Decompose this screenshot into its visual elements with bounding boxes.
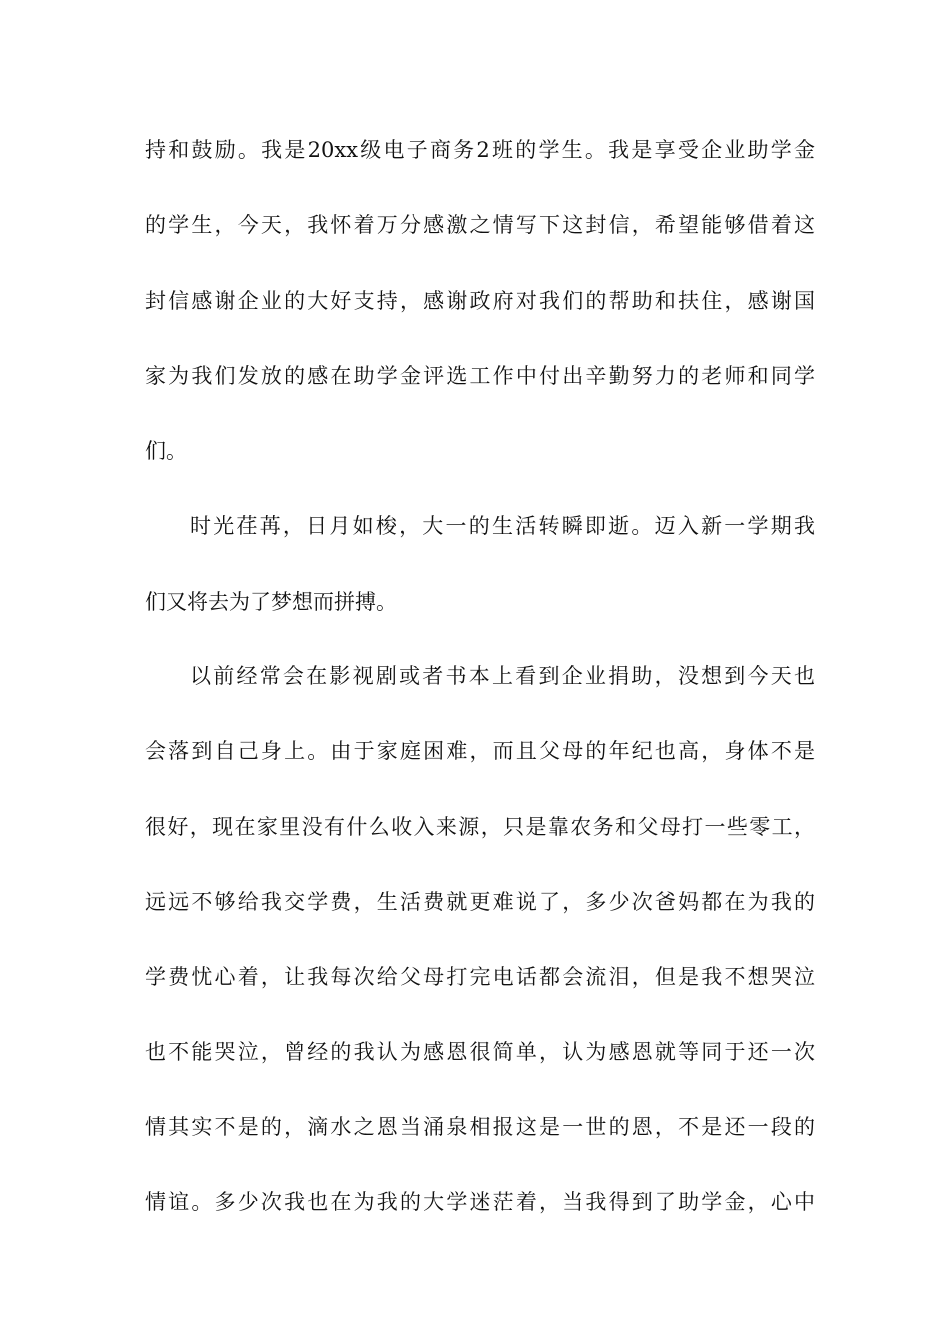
text-line-13: 也不能哭泣，曾经的我认为感恩很简单，认为感恩就等同于还一次 [145, 1040, 815, 1064]
text-line-2: 的学生，今天，我怀着万分感激之情写下这封信，希望能够借着这 [145, 213, 815, 237]
text-line-5: 们。 [145, 439, 187, 463]
text-line-6: 时光荏苒，日月如梭，大一的生活转瞬即逝。迈入新一学期我 [190, 514, 815, 538]
text-line-7: 们又将去为了梦想而拼搏。 [145, 590, 397, 614]
text-line-1: 持和鼓励。我是20xx级电子商务2班的学生。我是享受企业助学金 [145, 138, 815, 162]
text-line-10: 很好，现在家里没有什么收入来源，只是靠农务和父母打一些零工， [145, 815, 815, 839]
text-line-9: 会落到自己身上。由于家庭困难，而且父母的年纪也高，身体不是 [145, 739, 815, 763]
text-line-15: 情谊。多少次我也在为我的大学迷茫着，当我得到了助学金，心中 [145, 1190, 815, 1214]
text-line-12: 学费忧心着，让我每次给父母打完电话都会流泪，但是我不想哭泣 [145, 965, 815, 989]
text-line-3: 封信感谢企业的大好支持，感谢政府对我们的帮助和扶住，感谢国 [145, 289, 815, 313]
text-line-14: 情其实不是的，滴水之恩当涌泉相报这是一世的恩，不是还一段的 [145, 1115, 815, 1139]
text-line-8: 以前经常会在影视剧或者书本上看到企业捐助，没想到今天也 [190, 664, 815, 688]
text-line-11: 远远不够给我交学费，生活费就更难说了，多少次爸妈都在为我的 [145, 890, 815, 914]
text-line-4: 家为我们发放的感在助学金评选工作中付出辛勤努力的老师和同学 [145, 364, 815, 388]
